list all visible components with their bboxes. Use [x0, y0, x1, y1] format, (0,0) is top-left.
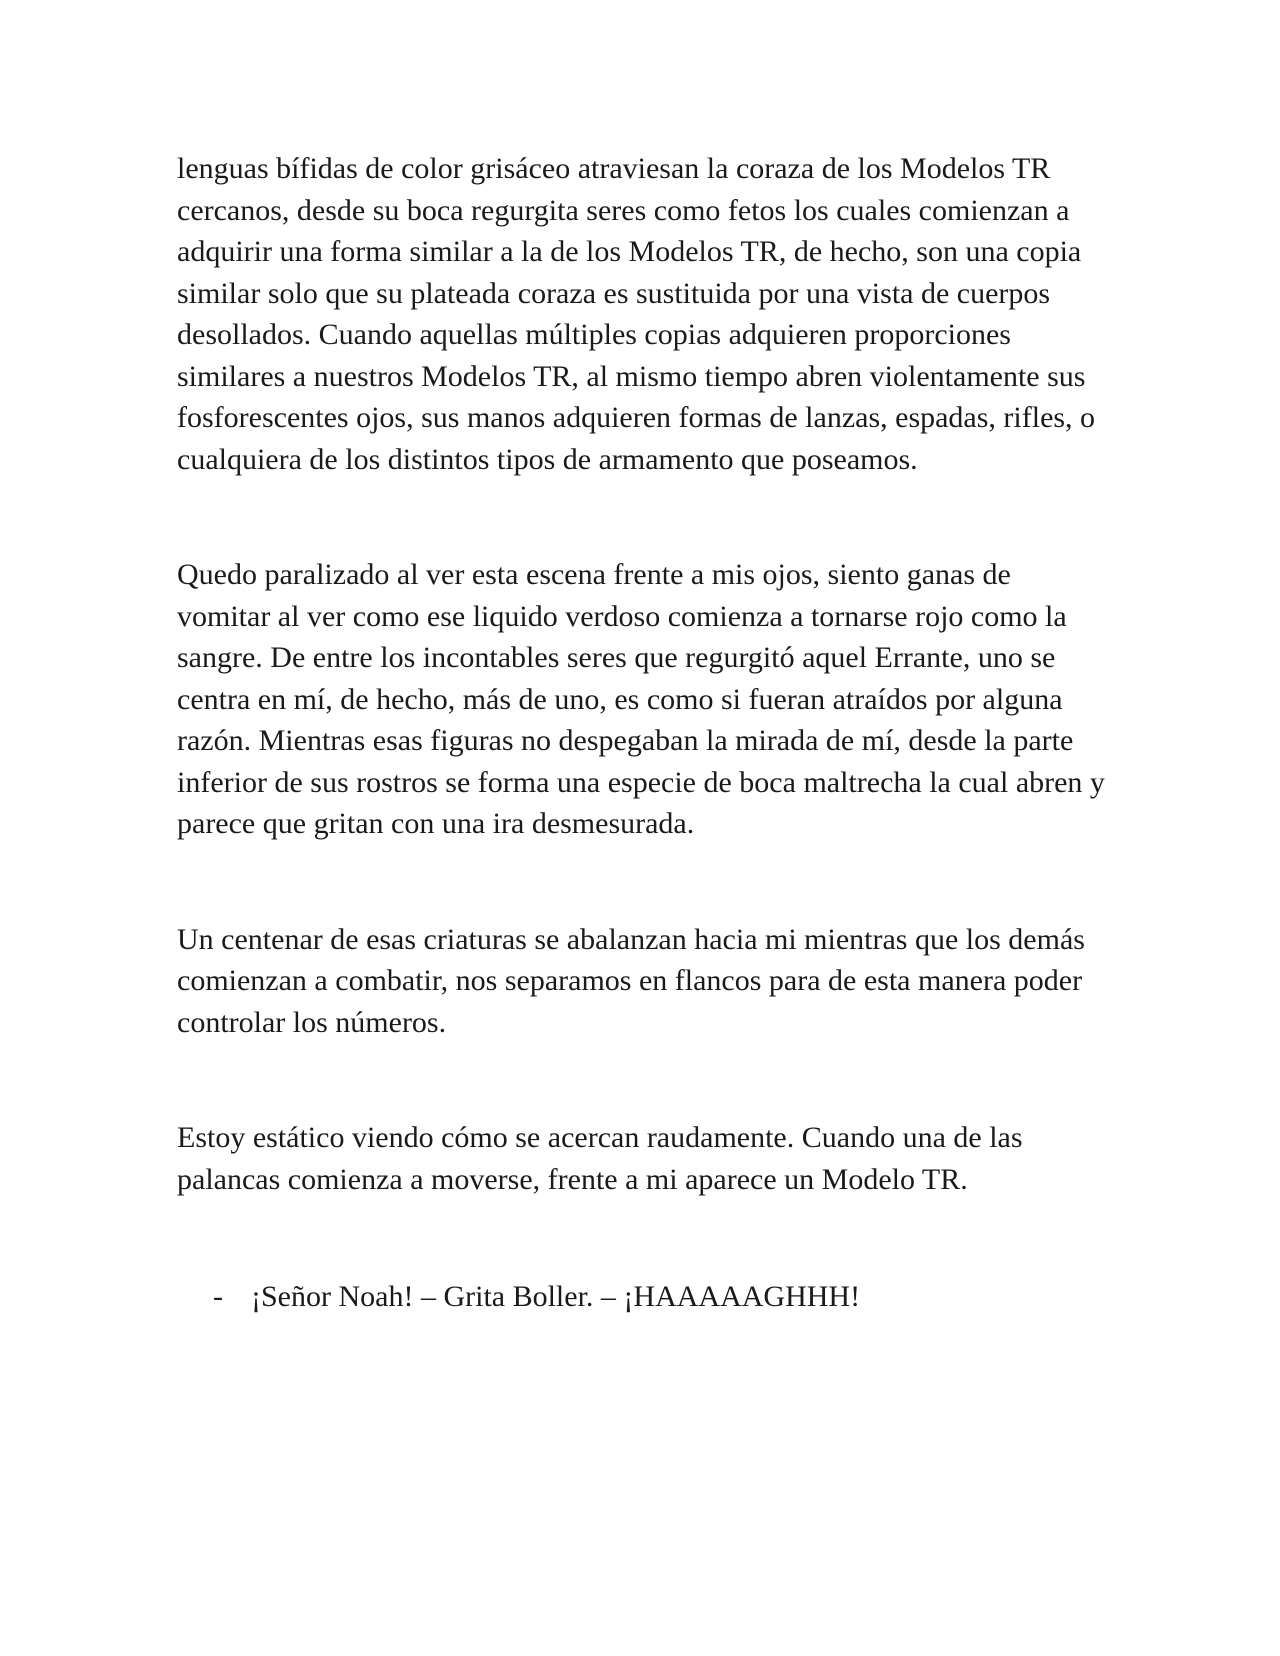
dialogue-dash: -: [213, 1280, 223, 1313]
paragraph-4: Estoy estático viendo cómo se acercan raudamente. Cuando una de las palancas comienza a moverse, frente a mi aparece un Modelo TR.: [177, 1121, 1023, 1196]
paragraph-2: Quedo paralizado al ver esta escena frente a mis ojos, siento ganas de vomitar al ver como ese liquido verdoso comienza a tornarse rojo como la sangre. De entre los incontables seres que regurgitó aquel Errante, uno se centra en mí, de hecho, más de uno, es como si fueran atraídos por alguna razón. Mientras esas figuras no despegaban la mirada de mí, desde la parte inferior de sus rostros se forma una especie de boca maltrecha la cual abren y parece que gritan con una ira desmesurada.: [177, 558, 1105, 840]
document-body: [177, 148, 1107, 1318]
paragraph-1: lenguas bífidas de color grisáceo atraviesan la coraza de los Modelos TR cercanos, desde su boca regurgita seres como fetos los cuales comienzan a adquirir una forma similar a la de los Modelos TR, de hecho, son una copia similar solo que su plateada coraza es sustituida por una vista de cuerpos desollados. Cuando aquellas múltiples copias adquieren proporciones similares a nuestros Modelos TR, al mismo tiempo abren violentamente sus fosforescentes ojos, sus manos adquieren formas de lanzas, espadas, rifles, o cualquiera de los distintos tipos de armamento que poseamos.: [177, 152, 1096, 476]
dialogue-line: [213, 1276, 1107, 1318]
paragraph-3: Un centenar de esas criaturas se abalanzan hacia mi mientras que los demás comienzan a combatir, nos separamos en flancos para de esta manera poder controlar los números.: [177, 922, 1085, 1039]
dialogue-text: ¡Señor Noah! – Grita Boller. – ¡HAAAAAGHHH!: [251, 1280, 861, 1313]
